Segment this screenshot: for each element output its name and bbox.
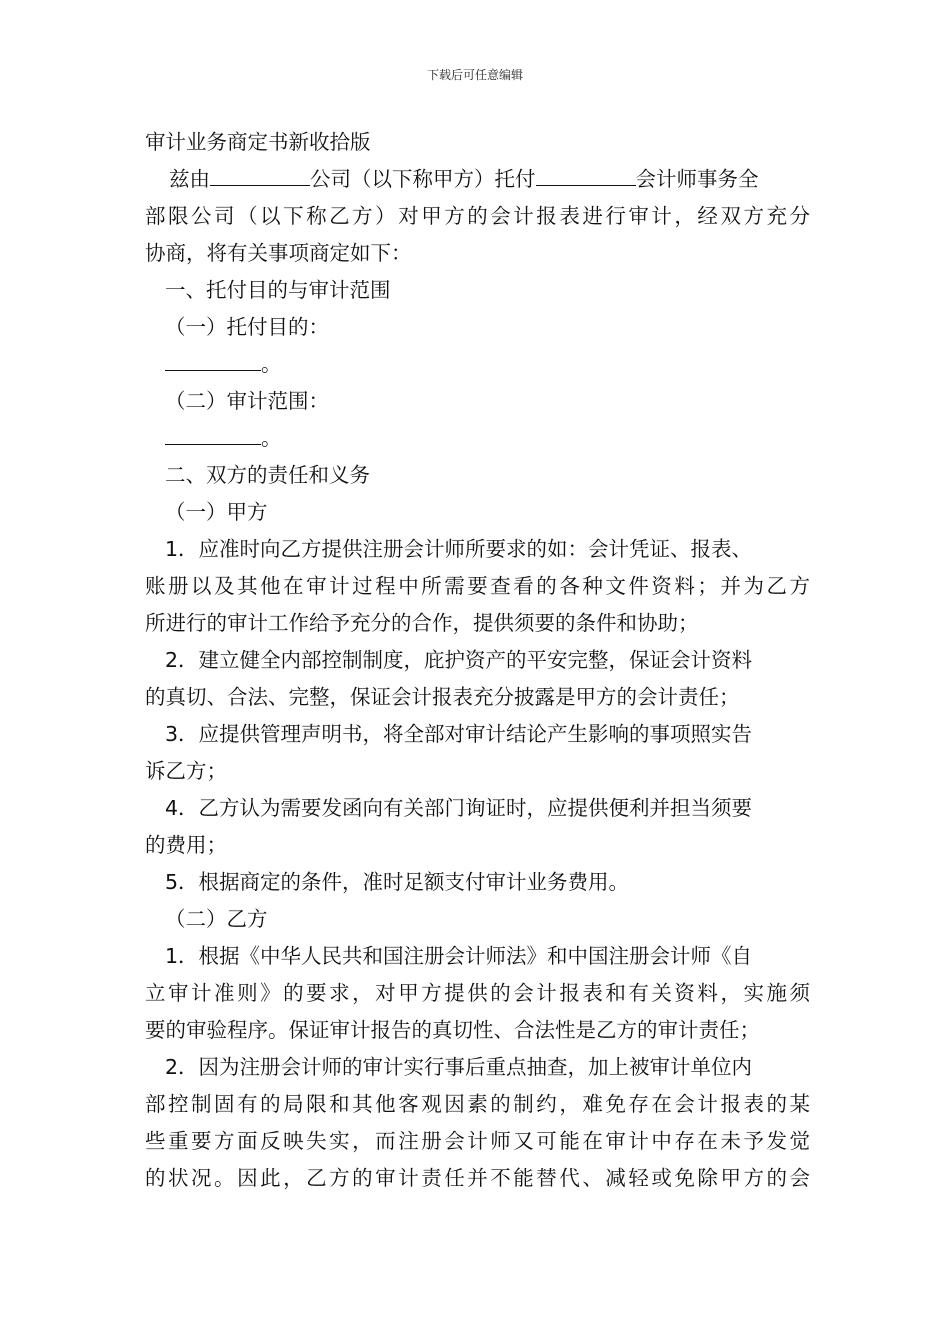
intro-line-2: 部限公司（以下称乙方）对甲方的会计报表进行审计，经双方充分 [145, 204, 810, 228]
scope-line [145, 420, 810, 457]
intro-line-3: 协商，将有关事项商定如下： [145, 241, 412, 265]
party-a-item-4-line-1: 4．乙方认为需要发函向有关部门询证时，应提供便利并担当须要 [165, 796, 753, 820]
purpose-period: 。 [261, 352, 282, 376]
page-header: 下载后可任意编辑 [426, 68, 523, 82]
party-a-item-4-line-2: 的费用； [145, 833, 227, 857]
party-a-item-2-line-2: 的真切、合法、完整，保证会计报表充分披露是甲方的会计责任； [145, 685, 740, 709]
section-1-1-heading: （一）托付目的： [165, 315, 329, 339]
party-a-item-1-line-2: 账册以及其他在审计过程中所需要查看的各种文件资料；并为乙方 [145, 574, 810, 598]
party-b-item-2-line-4: 的状况。因此，乙方的审计责任并不能替代、减轻或免除甲方的会 [145, 1166, 810, 1190]
intro-text-after: 会计师事务全 [635, 167, 759, 191]
section-2-1-heading: （一）甲方 [165, 500, 268, 524]
party-b-item-1-line-1: 1．根据《中华人民共和国注册会计师法》和中国注册会计师《自 [165, 944, 753, 968]
purpose-blank [165, 346, 261, 371]
section-2-2-heading: （二）乙方 [165, 907, 268, 931]
section-1-2-heading: （二）审计范围： [165, 389, 329, 413]
document-title: 审计业务商定书新收拾版 [145, 130, 371, 154]
purpose-line [145, 346, 810, 383]
party-a-item-2-line-1: 2．建立健全内部控制制度，庇护资产的平安完整，保证会计资料 [165, 648, 753, 672]
party-b-item-1-line-3: 要的审验程序。保证审计报告的真切性、合法性是乙方的审计责任； [145, 1018, 760, 1042]
scope-period: 。 [261, 426, 282, 450]
party-a-item-1-line-3: 所进行的审计工作给予充分的合作，提供须要的条件和协助； [145, 611, 699, 635]
scope-blank [165, 420, 261, 445]
section-2-heading: 二、双方的责任和义务 [165, 463, 370, 487]
party-b-item-1-line-2: 立审计准则》的要求，对甲方提供的会计报表和有关资料，实施须 [145, 981, 810, 1005]
section-1-heading: 一、托付目的与审计范围 [165, 278, 391, 302]
party-b-item-2-line-3: 些重要方面反映失实，而注册会计师又可能在审计中存在未予发觉 [145, 1129, 810, 1153]
party-a-name-blank [210, 161, 310, 186]
intro-line-1 [145, 161, 810, 198]
party-a-item-3-line-1: 3．应提供管理声明书，将全部对审计结论产生影响的事项照实告 [165, 722, 753, 746]
party-b-item-2-line-2: 部控制固有的局限和其他客观因素的制约，难免存在会计报表的某 [145, 1092, 810, 1116]
intro-text-mid: 公司（以下称甲方）托付 [310, 167, 536, 191]
party-b-item-2-line-1: 2．因为注册会计师的审计实行事后重点抽查，加上被审计单位内 [165, 1055, 753, 1079]
party-a-item-1-line-1: 1．应准时向乙方提供注册会计师所要求的如：会计凭证、报表、 [165, 537, 753, 561]
document-body [145, 124, 810, 1197]
intro-text-before: 兹由 [169, 167, 210, 191]
party-a-item-5: 5．根据商定的条件，准时足额支付审计业务费用。 [165, 870, 630, 894]
party-a-item-3-line-2: 诉乙方； [145, 759, 227, 783]
party-b-name-blank [536, 161, 636, 186]
